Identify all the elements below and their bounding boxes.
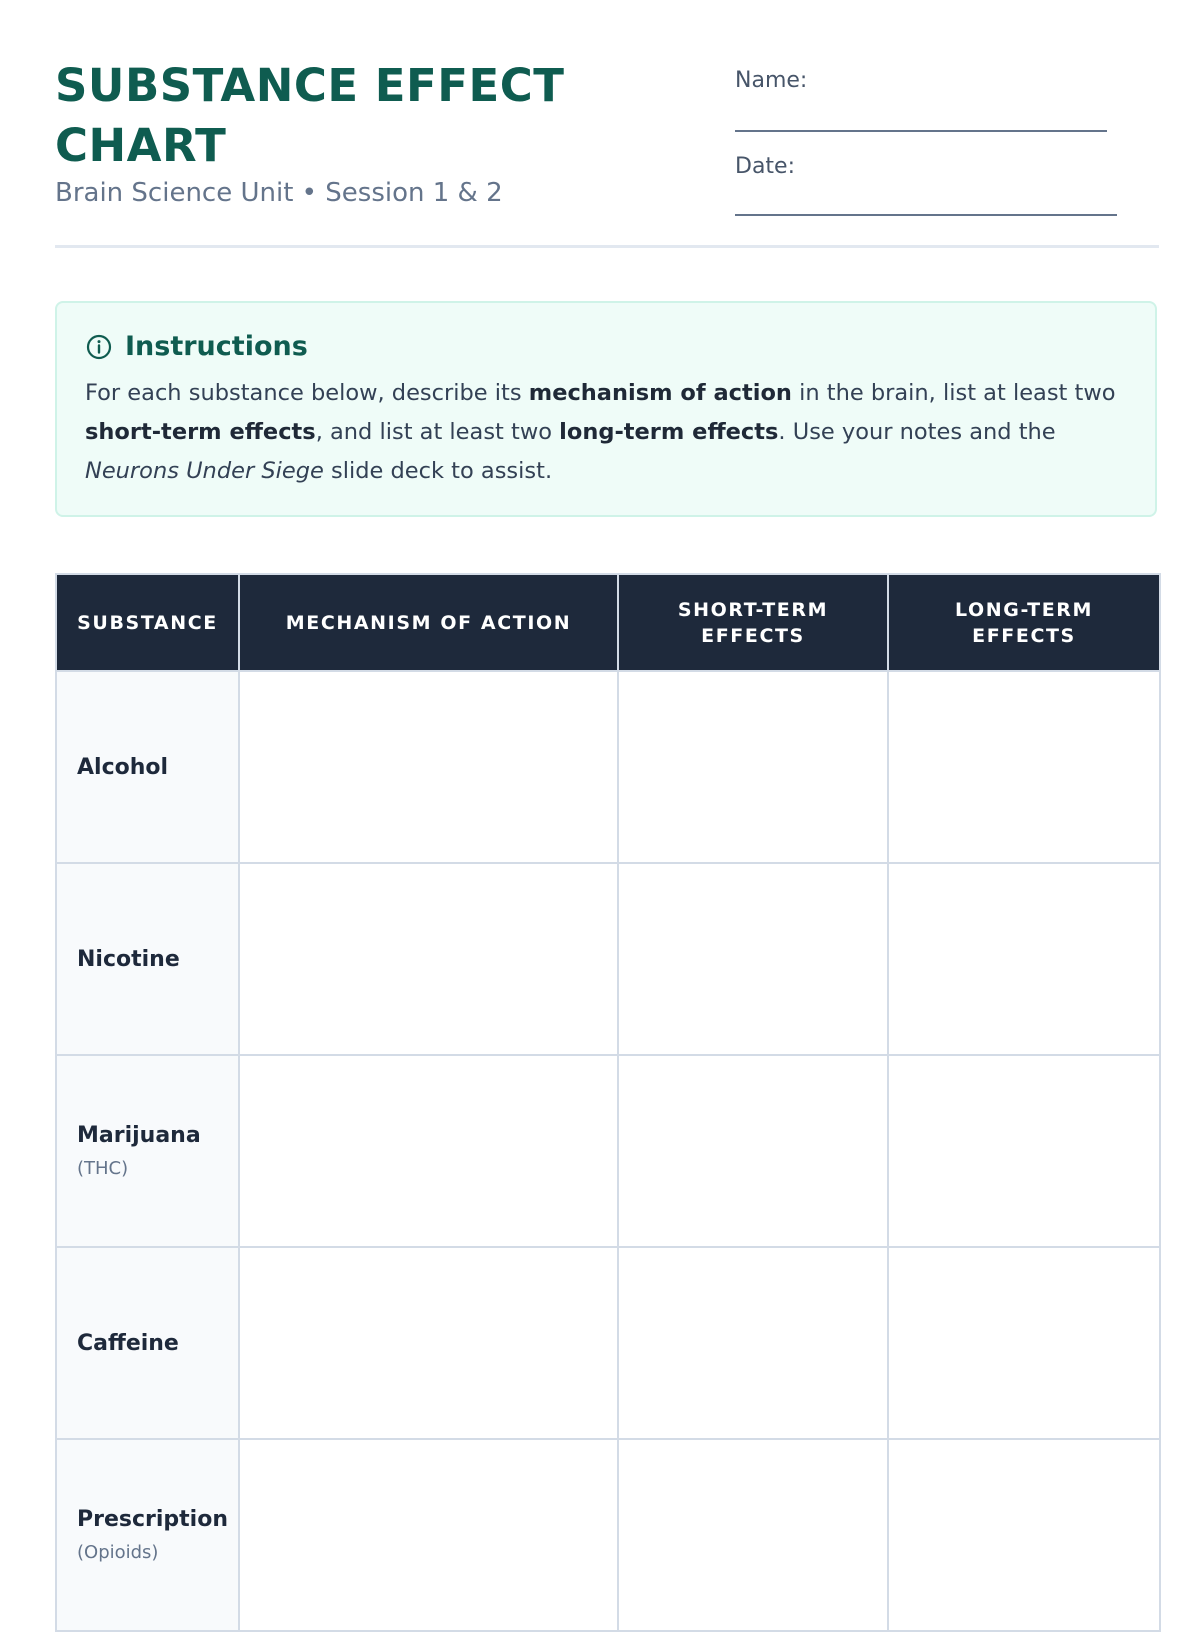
worksheet-page [55,0,1159,1563]
substance-note: (Opioids) [77,1542,159,1563]
table-header-row [56,574,1160,671]
instructions-box [55,301,1157,517]
long-term-answer-cell[interactable] [888,1439,1160,1631]
instr-text-part: slide deck to assist. [323,458,553,484]
instr-emphasis-mechanism: mechanism of action [528,380,792,406]
date-label: Date: [735,154,795,179]
short-term-answer-cell[interactable] [618,1055,888,1247]
mechanism-answer-cell[interactable] [239,863,618,1055]
instructions-title: Instructions [125,331,308,362]
substance-name: Prescription [77,1507,229,1532]
substance-name: Nicotine [77,946,180,972]
long-term-answer-cell[interactable] [888,1247,1160,1439]
column-header-long-term: LONG-TERM EFFECTS [888,574,1160,671]
column-header-substance: SUBSTANCE [56,574,239,671]
short-term-answer-cell[interactable] [618,863,888,1055]
substance-name: Caffeine [77,1330,179,1356]
instr-text-part: , and list at least two [315,419,560,445]
short-term-answer-cell[interactable] [618,671,888,863]
instr-text-part: For each substance below, describe its [85,380,529,406]
long-term-answer-cell[interactable] [888,863,1160,1055]
substance-cell [56,1055,239,1247]
table-row [56,671,1160,863]
short-term-answer-cell[interactable] [618,1439,888,1631]
worksheet-header [55,0,1159,248]
instr-text-part: . Use your notes and the [778,419,1056,445]
substance-name: Alcohol [77,754,169,780]
instr-emphasis-long-term: long-term effects [559,419,779,445]
student-info-fields [735,68,1135,238]
table-row [56,1055,1160,1247]
substance-cell [56,863,239,1055]
page-title: SUBSTANCE EFFECT CHART [55,59,565,172]
instr-slide-deck-title: Neurons Under Siege [85,458,324,484]
mechanism-answer-cell[interactable] [239,1055,618,1247]
substance-cell [56,1247,239,1439]
column-header-short-term: SHORT-TERM EFFECTS [618,574,888,671]
table-row [56,1439,1160,1631]
column-header-mechanism: MECHANISM OF ACTION [239,574,618,671]
long-term-answer-cell[interactable] [888,671,1160,863]
name-line[interactable] [735,129,1107,132]
mechanism-answer-cell[interactable] [239,1439,618,1631]
instructions-header [85,331,1127,362]
table-row [56,863,1160,1055]
substance-cell [56,1439,239,1631]
instr-emphasis-short-term: short-term effects [85,419,316,445]
info-icon [85,333,113,361]
long-term-answer-cell[interactable] [888,1055,1160,1247]
substance-note: (THC) [77,1158,129,1179]
substance-effect-table [55,573,1161,1632]
table-row [56,1247,1160,1439]
mechanism-answer-cell[interactable] [239,1247,618,1439]
short-term-answer-cell[interactable] [618,1247,888,1439]
substance-name: Marijuana [77,1123,201,1148]
name-label: Name: [735,68,808,93]
mechanism-answer-cell[interactable] [239,671,618,863]
instructions-text [85,374,1127,491]
page-subtitle: Brain Science Unit • Session 1 & 2 [55,178,503,208]
instr-text-part: in the brain, list at least two [791,380,1116,406]
substance-cell [56,671,239,863]
date-line[interactable] [735,213,1117,216]
